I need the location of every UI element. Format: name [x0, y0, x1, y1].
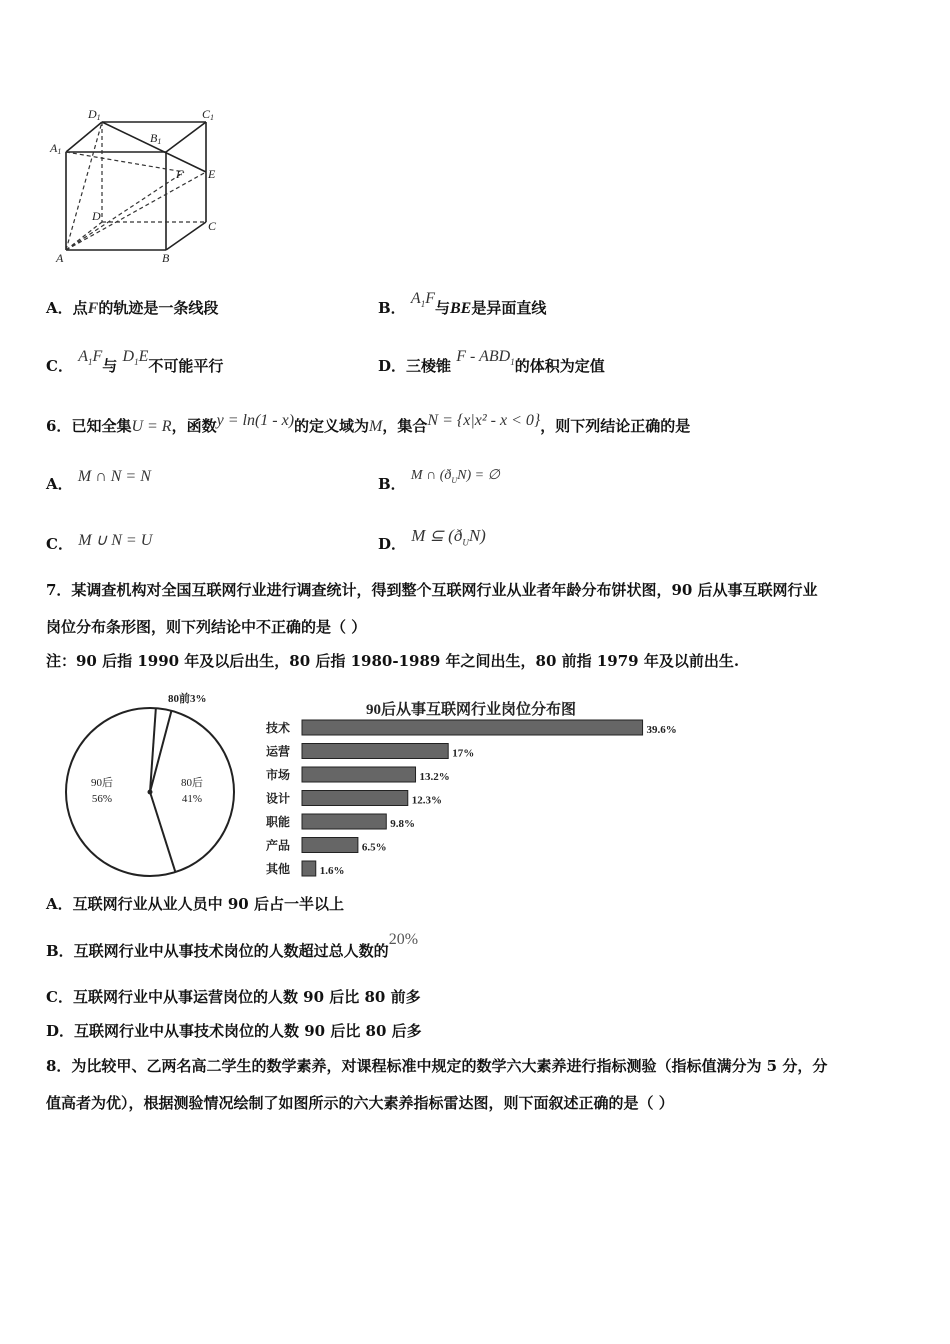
bar-category-label: 其他: [266, 862, 291, 876]
bar-category-label: 运营: [266, 744, 291, 759]
bar-category-label: 产品: [266, 838, 291, 853]
q6-option-d[interactable]: D． M ⊆ $(ð_UN)$: [378, 526, 486, 553]
edge-c1-b1: [166, 122, 206, 152]
label-c: C: [208, 219, 217, 233]
pie-value-label: 56%: [91, 793, 113, 805]
cube-figure: [44, 100, 234, 272]
q6-stem: 6．已知全集U = R，函数y = ln(1 - x)的定义域为M，集合N = {x|x² - x < 0}，则下列结论正确的是: [46, 412, 691, 435]
bar-value-label: 17%: [452, 747, 475, 760]
bar-category-label: 技术: [266, 721, 291, 735]
bar-category-label: 市场: [266, 768, 291, 782]
bar-value-label: 1.6%: [319, 865, 345, 877]
pie-slice-boundary: [150, 792, 175, 872]
q6-option-a[interactable]: A． M ∩ N = N: [46, 468, 151, 493]
bar: [302, 838, 358, 853]
post-bar-chart: [262, 692, 702, 882]
bar-value-label: 6.5%: [361, 841, 387, 854]
q6-option-b[interactable]: B． M ∩ $(ð_UN)$ = ∅: [378, 468, 500, 493]
q5-option-a[interactable]: A．点F的轨迹是一条线段: [46, 299, 219, 317]
edge-a1-d1: [66, 122, 102, 152]
q6-option-c[interactable]: C． M ∪ N = U: [46, 532, 153, 553]
age-pie-chart: [60, 686, 260, 886]
pie-value-label: 41%: [181, 793, 203, 805]
hidden-edge-a-d: [66, 222, 102, 250]
hidden-a-d1: [66, 122, 102, 250]
q7-line1: 7．某调查机构对全国互联网行业进行调查统计，得到整个互联网行业从业者年龄分布饼状图，90 后从事互联网行业: [46, 581, 818, 599]
q5-option-c[interactable]: C． $A_1F$与 $D_1E$不可能平行: [46, 348, 224, 375]
bar: [302, 744, 448, 759]
label-b: B: [162, 251, 170, 265]
label-d: D: [92, 209, 101, 223]
bar-category-label: 设计: [266, 791, 291, 806]
q7-option-c[interactable]: C．互联网行业中从事运营岗位的人数 90 后比 80 前多: [46, 988, 421, 1006]
pie-label: 80前3%: [168, 693, 207, 705]
edge-d1-e: [102, 122, 206, 172]
bar-value-label: 12.3%: [411, 794, 443, 807]
bar: [302, 767, 416, 782]
q7-option-d[interactable]: D．互联网行业中从事技术岗位的人数 90 后比 80 后多: [46, 1022, 422, 1040]
hidden-a-e: [66, 172, 206, 250]
label-c1: C1: [202, 107, 215, 122]
edge-b-c: [166, 222, 206, 250]
q8-line2: 值高者为优），根据测验情况绘制了如图所示的六大素养指标雷达图，则下面叙述正确的是（ ）: [46, 1094, 674, 1112]
bar: [302, 791, 408, 806]
pie-label: 90后: [91, 777, 113, 789]
pie-label: 80后: [181, 777, 203, 789]
bar-value-label: 9.8%: [390, 818, 416, 830]
q7-option-a[interactable]: A．互联网行业从业人员中 90 后占一半以上: [46, 895, 344, 913]
q7-note: 注：90 后指 1990 年及以后出生，80 后指 1980-1989 年之间出生，80 前指 1979 年及以前出生.: [46, 652, 740, 670]
label-a1: A1: [50, 141, 62, 156]
label-d1: D1: [88, 107, 101, 122]
label-a: A: [56, 251, 64, 265]
bar-category-label: 职能: [266, 815, 291, 829]
q7-option-b[interactable]: B．互联网行业中从事技术岗位的人数超过总人数的20%: [46, 931, 419, 960]
q8-line1: 8．为比较甲、乙两名高二学生的数学素养，对课程标准中规定的数学六大素养进行指标测验（指标值满分为 5 分，分: [46, 1057, 828, 1075]
q7-line2: 岗位分布条形图，则下列结论中不正确的是（ ）: [46, 618, 367, 636]
label-f: F: [176, 167, 184, 181]
q5-option-b[interactable]: B． $A_1F$与BE是异面直线: [378, 290, 547, 317]
bar-chart-title: 90后从事互联网行业岗位分布图: [366, 702, 577, 718]
pie-center: [148, 790, 153, 795]
bar-value-label: 39.6%: [646, 724, 677, 736]
bar-value-label: 13.2%: [419, 771, 450, 783]
q5-option-d[interactable]: D．三棱锥 F - $ABD_1$的体积为定值: [378, 348, 605, 375]
bar: [302, 720, 643, 735]
bar: [302, 814, 386, 829]
bar: [302, 861, 316, 876]
label-e: E: [208, 167, 216, 181]
label-b1: B1: [150, 131, 162, 146]
